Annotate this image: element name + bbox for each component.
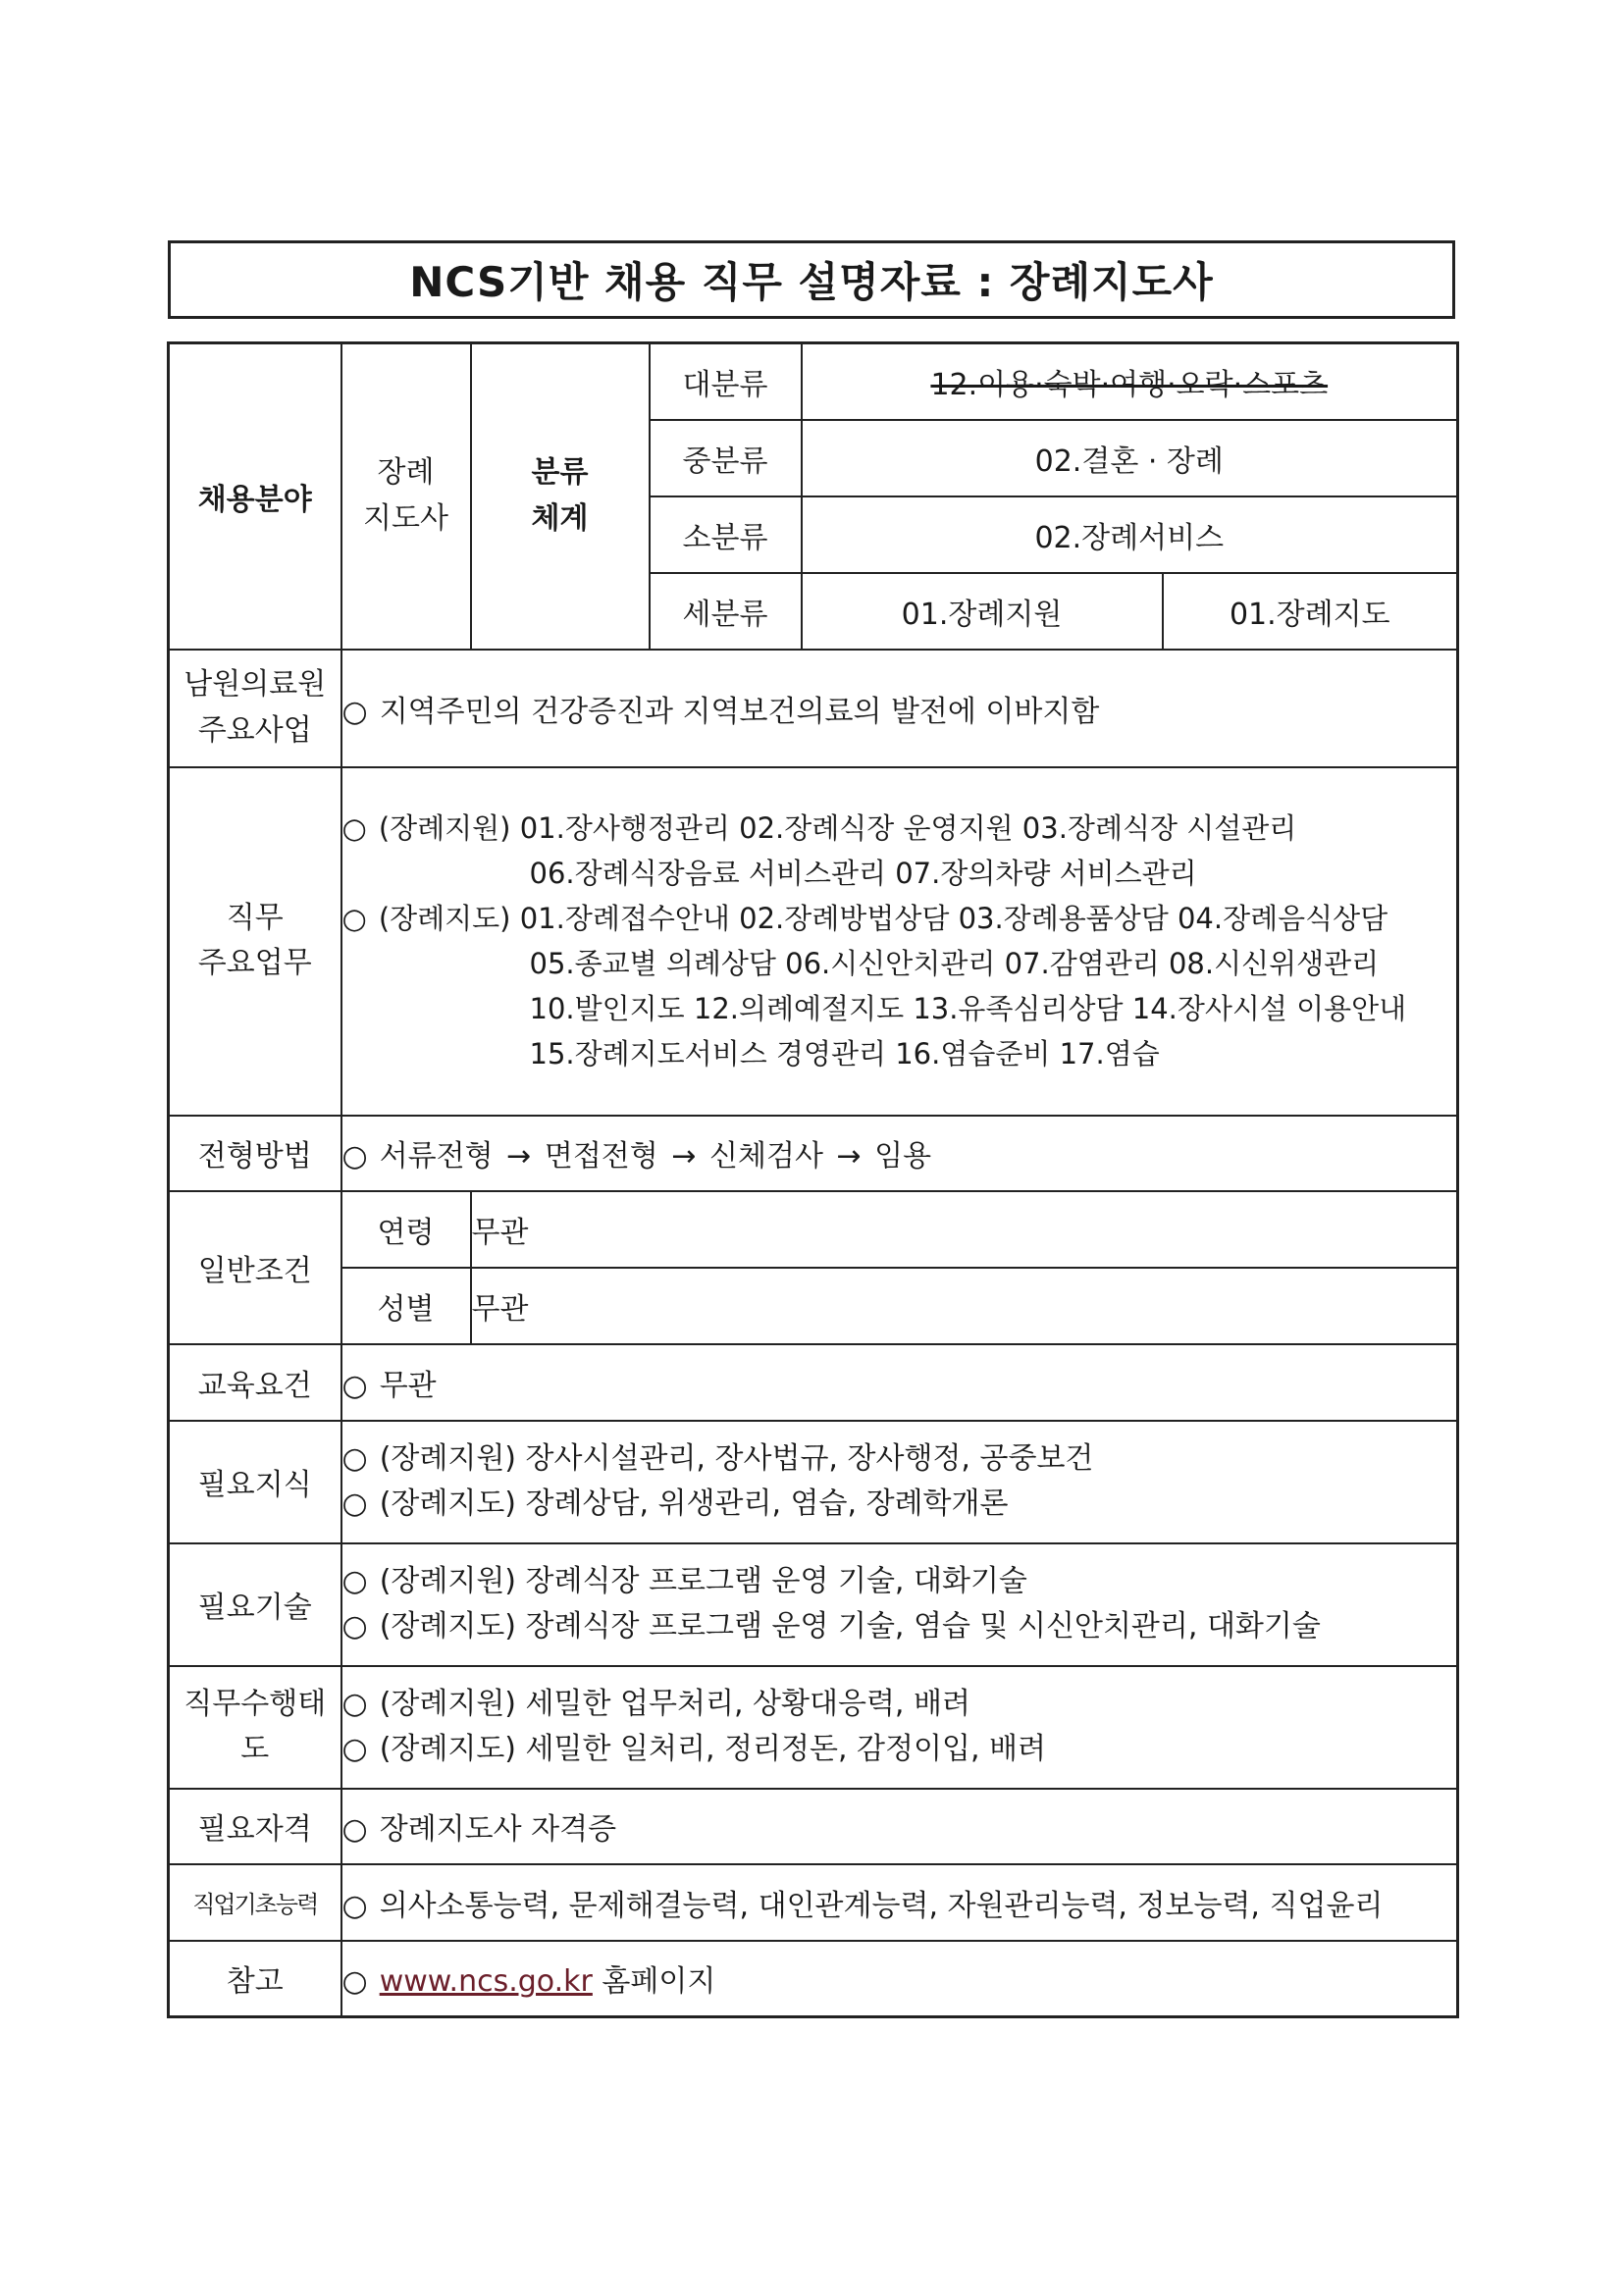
field-row — [169, 343, 1458, 420]
bullet-icon: ○ — [341, 1732, 368, 1766]
bullet-icon: ○ — [341, 1139, 368, 1174]
skills-row — [169, 1543, 1458, 1666]
education-content: ○ 무관 — [341, 1344, 1458, 1421]
bullet-icon: ○ — [341, 1368, 368, 1403]
selection-row — [169, 1116, 1458, 1191]
bullet-icon: ○ — [341, 694, 368, 729]
attitude-label: 직무수행태 도 — [169, 1666, 341, 1789]
document-title-box — [168, 240, 1455, 319]
basic-ability-label: 직업기초능력 — [169, 1864, 341, 1941]
selection-content — [341, 1116, 1458, 1191]
bullet-icon: ○ — [341, 1441, 368, 1476]
duties-content: ○ (장례지원) 01.장사행정관리 02.장례식장 운영지원 03.장례식장 시설관리 06.장례식장음료 서비스관리 07.장의차량 서비스관리 ○ (장례지도) 01.장례접수안내 02.장례방법상담 03.장례용품상담 04.장례음식상담 05.종교별 의례상담 06.시신안치관리 07.감염관리 08.시신위생관리 10.발인지도 12.의례예절지도 13.유족심리상담 14.장사시설 이용안내 15.장례지도서비스 경영관리 16.염습준비 17.염습 — [341, 767, 1458, 1116]
ncs-website-link[interactable]: www.ncs.go.kr — [379, 1964, 593, 2000]
age-value: 무관 — [471, 1191, 1458, 1268]
attitude-content: ○ (장례지원) 세밀한 업무처리, 상황대응력, 배려 ○ (장례지도) 세밀한 일처리, 정리정돈, 감정이입, 배려 — [341, 1666, 1458, 1789]
class-minor-value: 02.장례서비스 — [802, 496, 1458, 573]
reference-content: ○ www.ncs.go.kr 홈페이지 — [341, 1941, 1458, 2017]
qualification-row — [169, 1789, 1458, 1864]
duties-label: 직무 주요업무 — [169, 767, 341, 1116]
knowledge-row — [169, 1421, 1458, 1543]
basic-ability-row — [169, 1864, 1458, 1941]
class-detail-label: 세분류 — [650, 573, 802, 650]
arrow-right-icon: → — [671, 1139, 697, 1174]
class-middle-value: 02.결혼 · 장례 — [802, 420, 1458, 496]
reference-label: 참고 — [169, 1941, 341, 2017]
general-label: 일반조건 — [169, 1191, 341, 1344]
attitude-row — [169, 1666, 1458, 1789]
bullet-icon: ○ — [341, 811, 367, 845]
bullet-icon: ○ — [341, 1487, 368, 1521]
class-minor-label: 소분류 — [650, 496, 802, 573]
gender-value: 무관 — [471, 1268, 1458, 1344]
document-title: NCS기반 채용 직무 설명자료 : 장례지도사 — [409, 258, 1214, 306]
job-description-table — [167, 341, 1459, 2018]
class-major-value: 12.이용·숙박·여행·오락·스포츠 — [802, 343, 1458, 420]
class-detail-value-left: 01.장례지원 — [802, 573, 1163, 650]
class-middle-label: 중분류 — [650, 420, 802, 496]
duties-row — [169, 767, 1458, 1116]
field-job: 장례 지도사 — [341, 343, 471, 650]
qualification-content: ○ 장례지도사 자격증 — [341, 1789, 1458, 1864]
class-major-label: 대분류 — [650, 343, 802, 420]
bullet-icon: ○ — [341, 902, 367, 935]
skills-label: 필요기술 — [169, 1543, 341, 1666]
business-label: 남원의료원 주요사업 — [169, 650, 341, 767]
gender-label: 성별 — [341, 1268, 471, 1344]
selection-step: 임용 — [874, 1139, 932, 1174]
selection-step: 면접전형 — [544, 1139, 658, 1174]
bullet-icon: ○ — [341, 1564, 368, 1598]
classification-label: 분류 체계 — [471, 343, 650, 650]
qualification-label: 필요자격 — [169, 1789, 341, 1864]
bullet-icon: ○ — [341, 1964, 368, 2000]
business-content: ○ 지역주민의 건강증진과 지역보건의료의 발전에 이바지함 — [341, 650, 1458, 767]
age-label: 연령 — [341, 1191, 471, 1268]
skills-content: ○ (장례지원) 장례식장 프로그램 운영 기술, 대화기술 ○ (장례지도) 장례식장 프로그램 운영 기술, 염습 및 시신안치관리, 대화기술 — [341, 1543, 1458, 1666]
education-label: 교육요건 — [169, 1344, 341, 1421]
bullet-icon: ○ — [341, 1609, 368, 1644]
knowledge-content: ○ (장례지원) 장사시설관리, 장사법규, 장사행정, 공중보건 ○ (장례지도) 장례상담, 위생관리, 염습, 장례학개론 — [341, 1421, 1458, 1543]
knowledge-label: 필요지식 — [169, 1421, 341, 1543]
general-age-row — [169, 1191, 1458, 1268]
reference-row — [169, 1941, 1458, 2017]
field-label: 채용분야 — [169, 343, 341, 650]
basic-ability-content: ○ 의사소통능력, 문제해결능력, 대인관계능력, 자원관리능력, 정보능력, 직업윤리 — [341, 1864, 1458, 1941]
selection-label: 전형방법 — [169, 1116, 341, 1191]
selection-step: 서류전형 — [379, 1139, 494, 1174]
business-row — [169, 650, 1458, 767]
arrow-right-icon: → — [506, 1139, 532, 1174]
class-detail-value-right: 01.장례지도 — [1163, 573, 1458, 650]
arrow-right-icon: → — [836, 1139, 862, 1174]
education-row — [169, 1344, 1458, 1421]
general-gender-row — [169, 1268, 1458, 1344]
bullet-icon: ○ — [341, 1888, 368, 1923]
bullet-icon: ○ — [341, 1812, 368, 1847]
bullet-icon: ○ — [341, 1687, 368, 1721]
selection-step: 신체검사 — [709, 1139, 823, 1174]
